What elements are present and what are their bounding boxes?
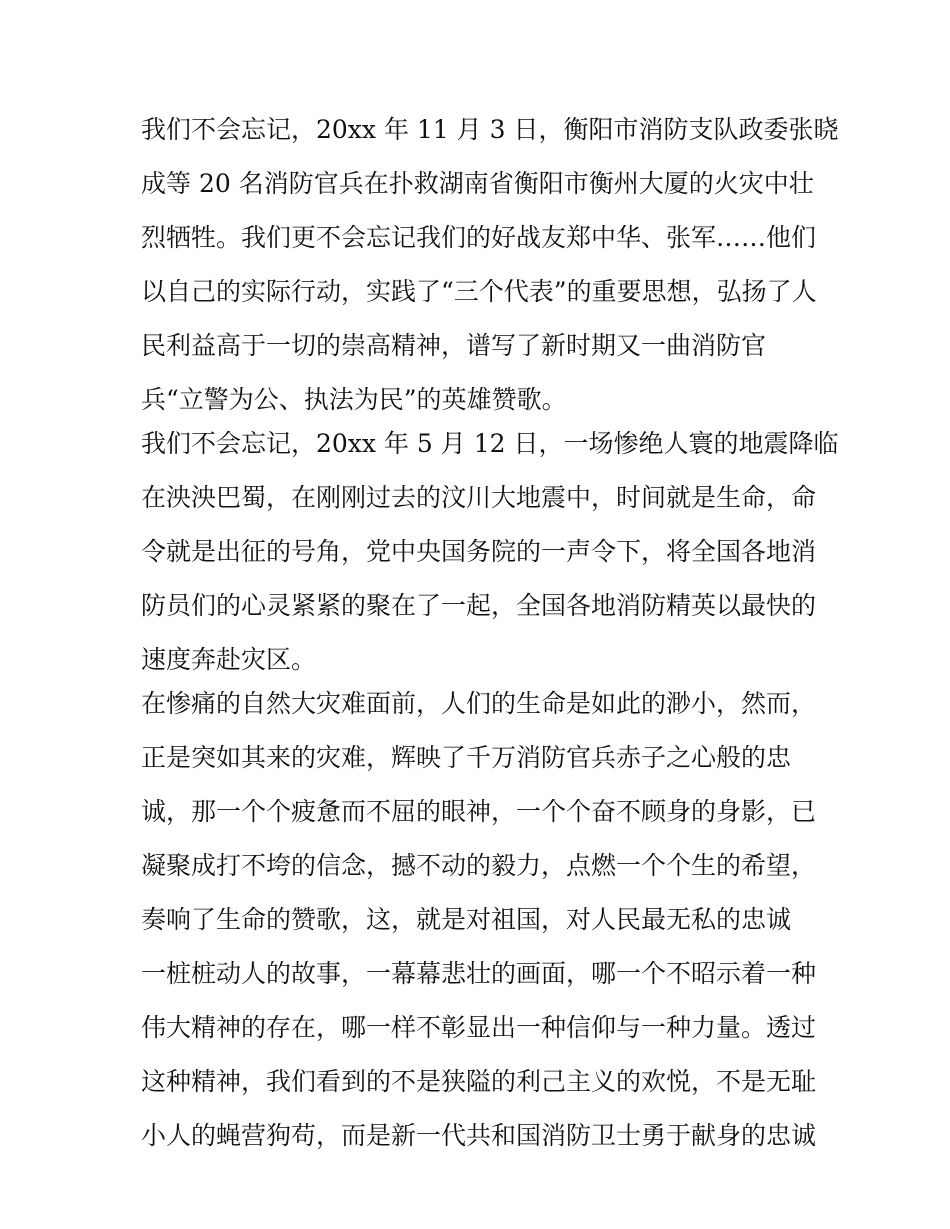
text-line: 防员们的心灵紧紧的聚在了一起，全国各地消防精英以最快的 — [141, 591, 817, 620]
text-line: 在惨痛的自然大灾难面前，人们的生命是如此的渺小，然而， — [141, 689, 817, 718]
text-line: 正是突如其来的灾难，辉映了千万消防官兵赤子之心般的忠 — [141, 743, 792, 772]
text-line: 伟大精神的存在，哪一样不彰显出一种信仰与一种力量。透过 — [141, 1013, 817, 1042]
text-line: 成等 20 名消防官兵在扑救湖南省衡阳市衡州大厦的火灾中壮 — [141, 169, 814, 198]
text-line: 兵“立警为公、执法为民”的英雄赞歌。 — [141, 385, 567, 414]
text-line: 这种精神，我们看到的不是狭隘的利己主义的欢悦，不是无耻 — [141, 1067, 817, 1096]
text-line: 一桩桩动人的故事，一幕幕悲壮的画面，哪一个不昭示着一种 — [141, 959, 817, 988]
text-line: 凝聚成打不垮的信念，撼不动的毅力，点燃一个个生的希望， — [141, 851, 817, 880]
text-line: 速度奔赴灾区。 — [141, 645, 317, 674]
text-line: 在泱泱巴蜀，在刚刚过去的汶川大地震中，时间就是生命，命 — [141, 483, 817, 512]
text-line: 令就是出征的号角，党中央国务院的一声令下，将全国各地消 — [141, 537, 817, 566]
text-line: 奏响了生命的赞歌，这，就是对祖国，对人民最无私的忠诚 — [141, 905, 792, 934]
text-line: 民利益高于一切的崇高精神，谱写了新时期又一曲消防官 — [141, 331, 767, 360]
text-line: 我们不会忘记，20xx 年 5 月 12 日，一场惨绝人寰的地震降临 — [141, 429, 839, 458]
text-line: 烈牺牲。我们更不会忘记我们的好战友郑中华、张军……他们 — [141, 223, 817, 252]
text-line: 小人的蝇营狗苟，而是新一代共和国消防卫士勇于献身的忠诚 — [141, 1121, 817, 1150]
text-line: 诚，那一个个疲惫而不屈的眼神，一个个奋不顾身的身影，已 — [141, 797, 817, 826]
body-text — [141, 110, 839, 1170]
text-line: 我们不会忘记，20xx 年 11 月 3 日，衡阳市消防支队政委张晓 — [141, 115, 839, 144]
text-line: 以自己的实际行动，实践了“三个代表”的重要思想，弘扬了人 — [141, 277, 817, 306]
